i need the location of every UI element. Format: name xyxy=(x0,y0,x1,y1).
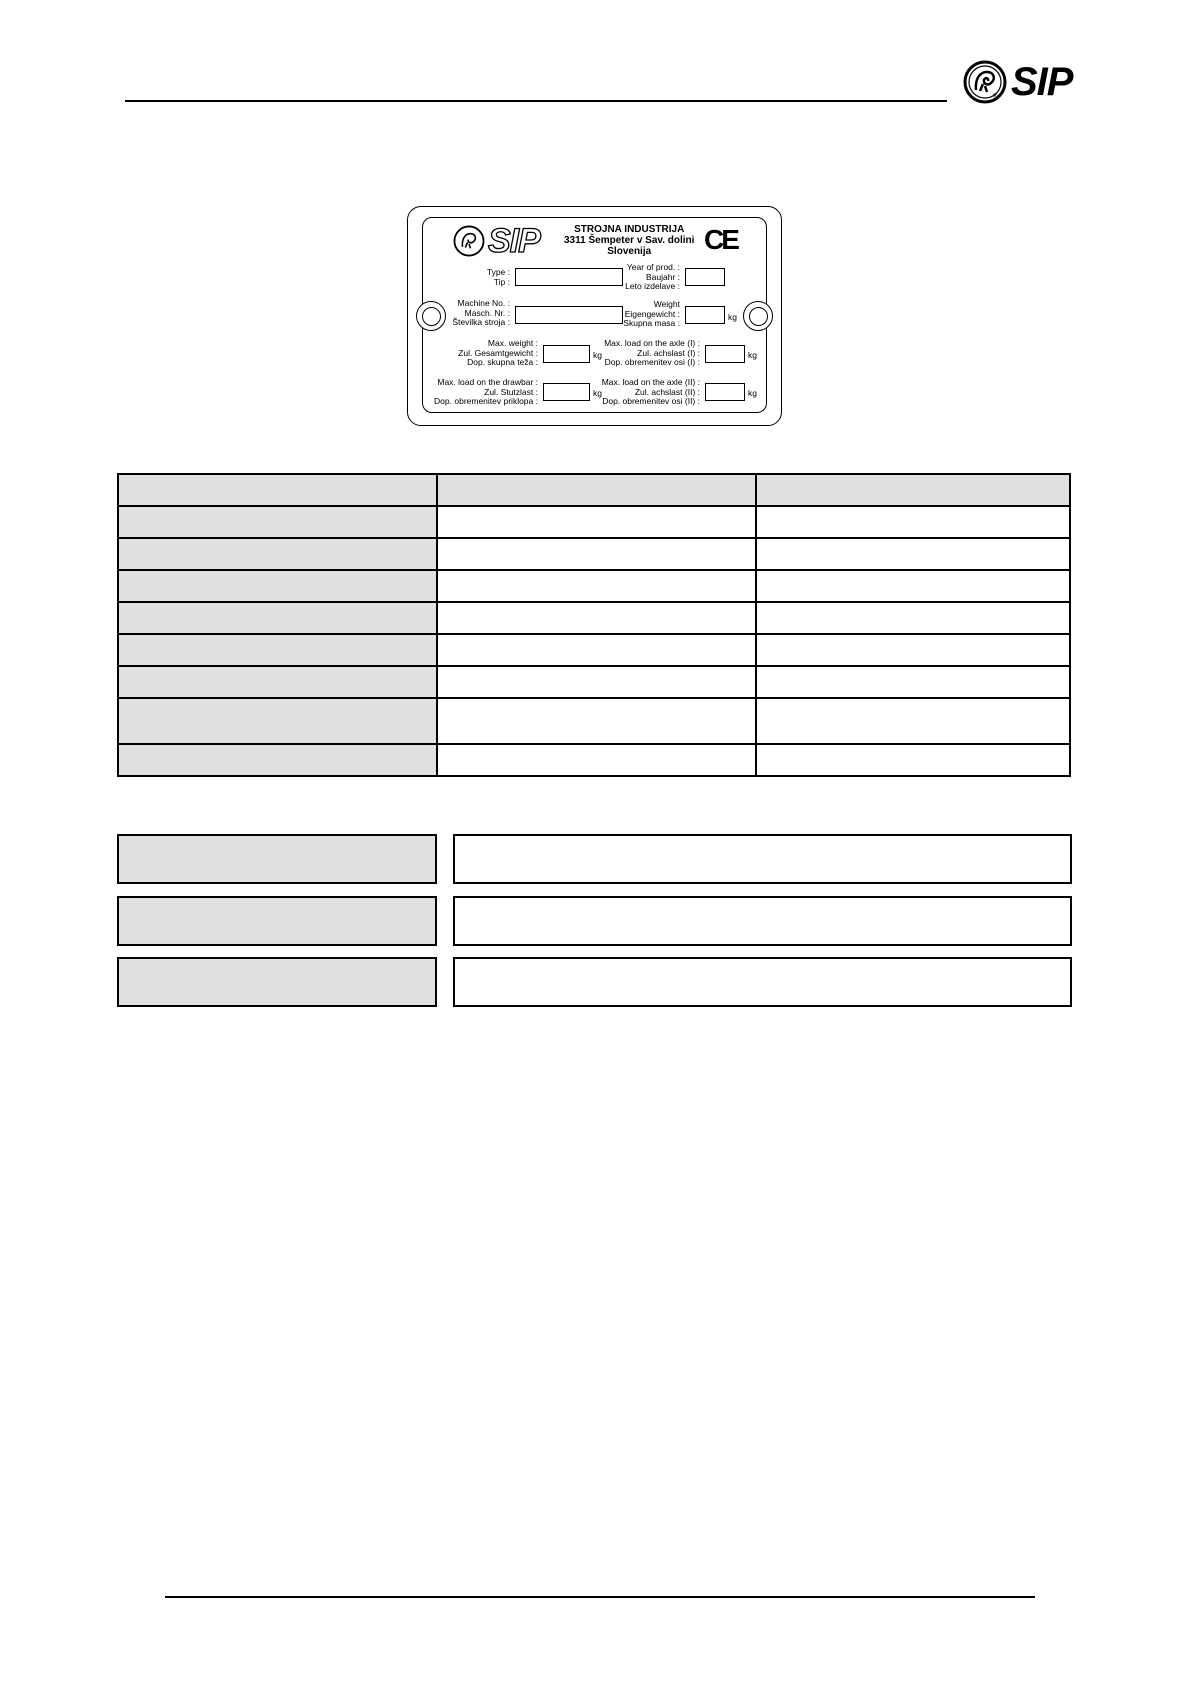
sip-logo xyxy=(963,58,1081,106)
drawbar-unit: kg xyxy=(593,388,602,398)
info-label-cell xyxy=(117,834,437,884)
year-label: Year of prod. : Baujahr : Leto izdelave : xyxy=(625,262,680,291)
axle1-label: Max. load on the axle (I) : Zul. achslast (I) : Dop. obremenitev osi (I) : xyxy=(604,338,700,367)
value-cell xyxy=(437,744,756,776)
value-cell xyxy=(756,538,1070,570)
footer-rule xyxy=(165,1596,1035,1598)
info-value-cell xyxy=(453,957,1072,1007)
value-cell xyxy=(756,666,1070,698)
weight-unit: kg xyxy=(728,312,737,322)
year-field xyxy=(685,268,725,286)
axle2-unit: kg xyxy=(748,388,757,398)
drawbar-field xyxy=(543,383,590,401)
table-row xyxy=(118,538,1070,570)
value-cell xyxy=(437,570,756,602)
company-country: Slovenija xyxy=(607,246,652,257)
weight-label: Weight Eigengewicht : Skupna masa : xyxy=(623,299,680,328)
value-cell xyxy=(756,570,1070,602)
max-weight-field xyxy=(543,345,590,363)
table-row xyxy=(118,666,1070,698)
value-cell xyxy=(437,602,756,634)
drawbar-label: Max. load on the drawbar : Zul. Stutzlast : Dop. obremenitev priklopa : xyxy=(434,377,538,406)
header-cell xyxy=(756,474,1070,506)
max-weight-label: Max. weight : Zul. Gesamtgewicht : Dop. skupna teža : xyxy=(458,338,538,367)
value-cell xyxy=(437,634,756,666)
value-cell xyxy=(756,634,1070,666)
table-row xyxy=(118,698,1070,744)
value-cell xyxy=(437,698,756,744)
mounting-hole-right xyxy=(743,301,773,331)
row-label-cell xyxy=(118,570,437,602)
row-label-cell xyxy=(118,666,437,698)
value-cell xyxy=(437,666,756,698)
nameplate-company xyxy=(564,224,694,257)
nameplate-brand: SIP xyxy=(488,222,540,260)
value-cell xyxy=(437,506,756,538)
sip-emblem-icon xyxy=(453,225,485,257)
company-name: STROJNA INDUSTRIJA xyxy=(574,224,685,235)
info-row xyxy=(117,957,1072,1007)
info-row xyxy=(117,896,1072,946)
sip-emblem-icon xyxy=(963,60,1007,104)
value-cell xyxy=(756,506,1070,538)
company-address: 3311 Šempeter v Sav. dolini xyxy=(564,235,695,246)
table-row xyxy=(118,570,1070,602)
row-label-cell xyxy=(118,698,437,744)
info-value-cell xyxy=(453,834,1072,884)
table-row xyxy=(118,634,1070,666)
info-value-cell xyxy=(453,896,1072,946)
row-label-cell xyxy=(118,538,437,570)
axle2-field xyxy=(705,383,745,401)
machine-no-label: Machine No. : Masch. Nr. : Številka stroja : xyxy=(452,298,510,327)
header-rule xyxy=(125,100,947,102)
value-cell xyxy=(756,698,1070,744)
row-label-cell xyxy=(118,506,437,538)
nameplate-illustration xyxy=(407,206,782,426)
type-label: Type : Tip : xyxy=(486,267,510,287)
spec-table xyxy=(117,473,1071,777)
spec-header-row xyxy=(118,474,1070,506)
value-cell xyxy=(756,602,1070,634)
mounting-hole-left xyxy=(416,301,446,331)
type-field xyxy=(515,268,623,286)
table-row xyxy=(118,744,1070,776)
ce-mark: CE xyxy=(704,224,737,255)
max-weight-unit: kg xyxy=(593,350,602,360)
row-label-cell xyxy=(118,602,437,634)
row-label-cell xyxy=(118,744,437,776)
axle1-field xyxy=(705,345,745,363)
header-cell xyxy=(437,474,756,506)
info-row xyxy=(117,834,1072,884)
machine-no-field xyxy=(515,306,623,324)
axle1-unit: kg xyxy=(748,350,757,360)
value-cell xyxy=(437,538,756,570)
header-cell xyxy=(118,474,437,506)
table-row xyxy=(118,602,1070,634)
axle2-label: Max. load on the axle (II) : Zul. achslast (II) : Dop. obremenitev osi (II) : xyxy=(601,377,700,406)
weight-field xyxy=(685,306,725,324)
info-label-cell xyxy=(117,896,437,946)
info-label-cell xyxy=(117,957,437,1007)
svg-text:®: ® xyxy=(993,94,998,100)
nameplate-logo xyxy=(453,224,540,258)
value-cell xyxy=(756,744,1070,776)
row-label-cell xyxy=(118,634,437,666)
table-row xyxy=(118,506,1070,538)
logo-wordmark: SIP xyxy=(1011,60,1073,104)
